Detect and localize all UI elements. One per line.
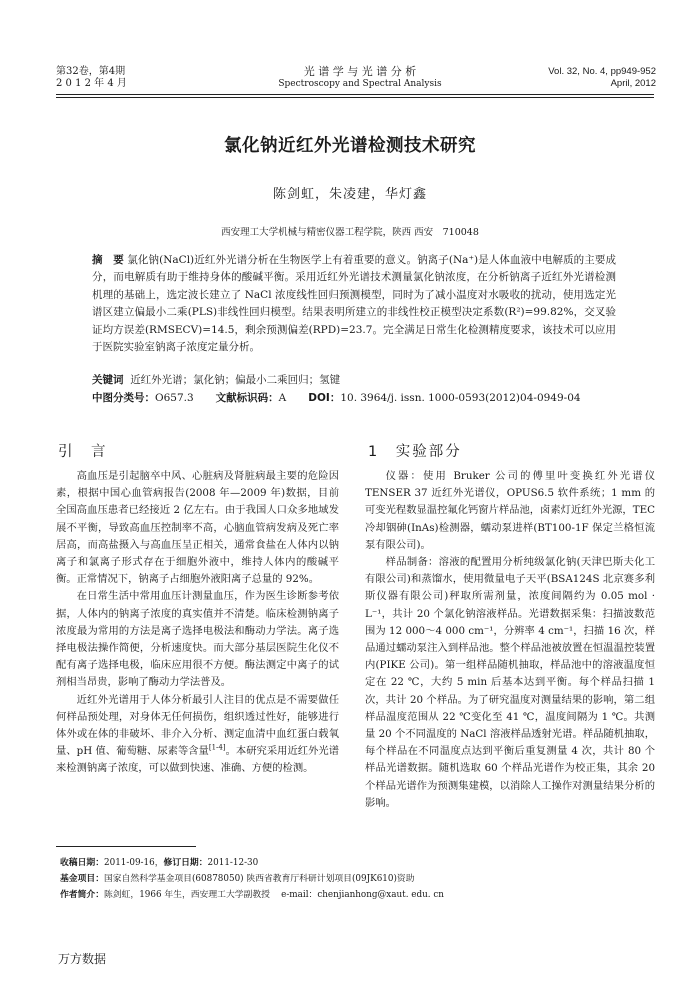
abstract-text: 氯化钠(NaCl)近红外光谱分析在生物医学上有着重要的意义。钠离子(Na⁺)是人体血液中电解质的主要成分，而电解质有助于维持身体的酸碱平衡。采用近红外光谱技术测量氯化钠浓度，在分析钠离子近红外光谱检测机理的基础上，选定波长建立了 NaCl 浓度线性回归预测模型，同时为了减小温度对水吸收的扰动，使用选定光谱区建立偏最小二乘(PLS)非线性回归模型。结果表明所建立的非线性校正模型决定系数(R²)=99.82%，交叉验证均方误差(RMSECV)=14.5，剩余预测偏差(RPD)=23.7。完全满足日常生化检测精度要求，该技术可以应用于医院实验室钠离子浓度定量分析。 bbox=[92, 254, 617, 354]
fund-text: 国家自然科学基金项目(60878050) 陕西省教育厅科研计划项目(09JK610)资助 bbox=[104, 874, 415, 884]
pub-date: April, 2012 bbox=[610, 78, 656, 89]
intro-paragraph bbox=[56, 692, 339, 778]
vol-pages: Vol. 32, No. 4, pp949-952 bbox=[548, 66, 656, 77]
intro-p3-text-end: 。本研究采用近红外光谱来检测钠离子浓度，可以做到快速、准确、方便的检测。 bbox=[56, 745, 340, 775]
abstract bbox=[92, 252, 616, 356]
dates-line bbox=[60, 855, 660, 871]
watermark-text: 万方数据 bbox=[58, 952, 107, 966]
keywords-label: 关键词 bbox=[92, 374, 124, 386]
author-bio: 陈剑虹，1966 年生，西安理工大学副教授 bbox=[104, 890, 270, 900]
received-date: 2011-09-16， bbox=[104, 858, 164, 868]
experiment-paragraph: 样品制备：溶液的配置用分析纯级氯化钠(天津巴斯夫化工有限公司)和蒸馏水，使用微量电子天平(BSA124S 北京赛多利斯仪器有限公司)秤取所需剂量，浓度间隔约为 0.05 mol · L⁻¹，共计 20 个氯化钠溶液样品。光谱数据采集：扫描波数范围为 12 000～4 000 cm⁻¹，分辨率 4 cm⁻¹，扫描 16 次，样品通过蠕动泵注入到样品池。整个样品池被放置在恒温温控装置内(PIKE 公司)。第一组样品随机抽取，样品池中的溶液温度恒定在 22 ℃，大约 5 min 后基本达到平衡。每个样品扫描 1 次，共计 20 个样品。为了研究温度对测量结果的影响，第二组样品温度范围从 22 ℃变化至 41 ℃，温度间隔为 1 ℃。共测量 20 个不同温度的 NaCl 溶液样品透射光谱。样品随机抽取，每个样品在不同温度点达到平衡后重复测量 4 次，共计 80 个样品光谱数据。随机选取 60 个样品光谱作为校正集，其余 20 个样品光谱作为预测集建模，以消除人工操作对测量结果分析的影响。 bbox=[365, 556, 655, 809]
authors: 陈剑虹，朱凌建，华灯鑫 bbox=[272, 187, 427, 202]
intro-paragraph: 在日常生活中常用血压计测量血压，作为医生诊断参考依据，人体内的钠离子浓度的真实值并不清楚。临床检测钠离子浓度最为常用的方法是离子选择电极法和酶动力学法。离子选择电极法操作简便，分析速度快。而大部分基层医院生化仪不配有离子选择电极，临床应用很不方便。酶法测定中离子的试剂相当昂贵，影响了酶动力学法普及。 bbox=[56, 590, 339, 689]
intro-column bbox=[56, 468, 339, 778]
doi-value: 10. 3964/j. issn. 1000-0593(2012)04-0949-04 bbox=[340, 392, 581, 404]
experiment-paragraph: 仪器：使用 Bruker 公司的傅里叶变换红外光谱仪 TENSER 37 近红外光谱仪，OPUS6.5 软件系统；1 mm 的可变光程数显温控氟化钙窗片样品池，卤素灯近红外光源，TEC 冷却铟砷(InAs)检测器，蠕动泵进样(BT100-1F 保定兰格恒流泵有限公司)。 bbox=[365, 470, 655, 551]
journal-name-cn: 光 谱 学 与 光 谱 分 析 bbox=[303, 65, 417, 78]
experiment-heading: 1 实验部分 bbox=[368, 444, 462, 460]
fund-label: 基金项目： bbox=[60, 874, 104, 884]
doc-code-value: A bbox=[278, 392, 287, 404]
header-rule-thin bbox=[56, 97, 654, 98]
header-rule-thick bbox=[56, 94, 654, 95]
revised-label: 修订日期： bbox=[163, 858, 208, 868]
citation-ref: [1-4] bbox=[208, 743, 226, 752]
doi-label: DOI： bbox=[308, 392, 341, 404]
footnotes bbox=[60, 855, 660, 903]
author-email: e-mail：chenjianhong@xaut. edu. cn bbox=[281, 890, 444, 900]
affiliation: 西安理工大学机械与精密仪器工程学院，陕西 西安 710048 bbox=[221, 227, 479, 238]
footnote-rule bbox=[56, 846, 196, 847]
journal-volume-info bbox=[56, 66, 127, 90]
classification-line bbox=[92, 390, 616, 407]
abstract-label: 摘 要 bbox=[92, 254, 124, 266]
intro-heading: 引 言 bbox=[58, 444, 108, 460]
intro-p3-text: 近红外光谱用于人体分析最引人注目的优点是不需要做任何样品预处理，对身体无任何损伤，组织透过性好，能够进行体外或在体的非破坏、非介入分析、测定血清中血红蛋白载氧量、pH 值、葡萄糖、尿素等含量 bbox=[56, 693, 339, 758]
intro-paragraph: 高血压是引起脑卒中风、心脏病及肾脏病最主要的危险因素，根据中国心血管病报告(2008 年—2009 年)数据，目前全国高血压患者已经接近 2 亿左右。由于我国人口众多地域发展不平衡，导致高血压控制率不高，心脑血管病发病及死亡率居高，而高盐摄入与高血压呈正相关，通常食盐在人体内以钠离子和氯离子形式存在于细胞外液中，维持人体内的酸碱平衡。正常情况下，钠离子占细胞外液阳离子总量的 92%。 bbox=[56, 470, 339, 586]
author-bio-label: 作者简介： bbox=[60, 890, 104, 900]
keywords bbox=[92, 372, 616, 389]
received-label: 收稿日期： bbox=[60, 858, 104, 868]
doc-code-label: 文献标识码： bbox=[215, 392, 279, 404]
experiment-column bbox=[365, 468, 655, 812]
volume-issue: 第32卷，第4期 bbox=[56, 66, 126, 77]
revised-date: 2011-12-30 bbox=[207, 858, 259, 868]
fund-line bbox=[60, 871, 660, 887]
journal-name-en: Spectroscopy and Spectral Analysis bbox=[278, 79, 442, 89]
clc-label: 中图分类号： bbox=[92, 392, 155, 404]
journal-pages-info bbox=[470, 66, 656, 90]
paper-title: 氯化钠近红外光谱检测技术研究 bbox=[224, 136, 476, 156]
journal-name bbox=[250, 66, 470, 90]
author-line bbox=[60, 887, 660, 903]
year-month: 2 0 1 2 年 4 月 bbox=[56, 78, 127, 89]
clc-value: O657.3 bbox=[155, 392, 194, 404]
keywords-text: 近红外光谱；氯化钠；偏最小二乘回归；氢键 bbox=[130, 374, 341, 386]
